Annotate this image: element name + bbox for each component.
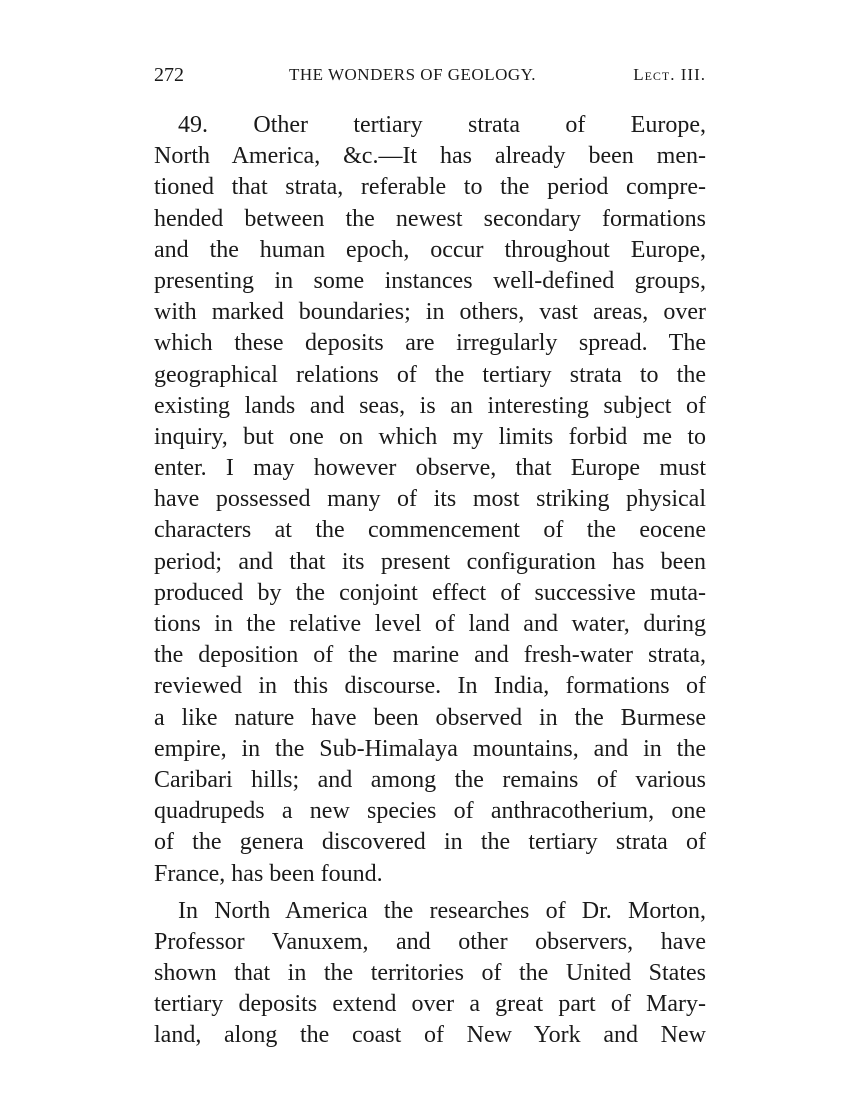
text-line: Caribari hills; and among the remains of various (154, 766, 706, 793)
text-line: tertiary deposits extend over a great part of Mary- (154, 991, 706, 1018)
text-line: have possessed many of its most striking physical (154, 486, 706, 513)
text-line: of the genera discovered in the tertiary strata of (154, 829, 706, 856)
text-line: quadrupeds a new species of anthracotherium, one (154, 798, 706, 825)
text-line: characters at the commencement of the eocene (154, 517, 706, 544)
paragraph-other-tertiary-strata (154, 110, 706, 890)
text-line: In North America the researches of Dr. Morton, (178, 897, 706, 924)
text-line: Professor Vanuxem, and other observers, have (154, 928, 706, 955)
text-line: hended between the newest secondary formations (154, 205, 706, 232)
text-line: reviewed in this discourse. In India, formations of (154, 673, 706, 700)
text-line: shown that in the territories of the United States (154, 960, 706, 987)
text-line: which these deposits are irregularly spread. The (154, 330, 706, 357)
text-line: period; and that its present configuration has been (154, 548, 706, 575)
text-line: land, along the coast of New York and New (154, 1022, 706, 1049)
text-line: a like nature have been observed in the Burmese (154, 704, 706, 731)
text-line: North America, &c.—It has already been men- (154, 143, 706, 170)
running-header (154, 62, 706, 88)
page-number: 272 (154, 64, 184, 86)
text-line: and the human epoch, occur throughout Europe, (154, 236, 706, 263)
text-line: enter. I may however observe, that Europe must (154, 455, 706, 482)
running-title: THE WONDERS OF GEOLOGY. (289, 65, 536, 84)
text-line: empire, in the Sub-Himalaya mountains, and in the (154, 735, 706, 762)
page-body (154, 110, 706, 1052)
text-line: produced by the conjoint effect of successive muta- (154, 579, 706, 606)
text-line: presenting in some instances well-defined groups, (154, 267, 706, 294)
paragraph-north-america (154, 896, 706, 1052)
text-line: France, has been found. (154, 860, 383, 887)
text-line: inquiry, but one on which my limits forbid me to (154, 423, 706, 450)
lecture-label: Lect. III. (633, 65, 706, 84)
text-line: with marked boundaries; in others, vast areas, over (154, 299, 706, 326)
text-line: geographical relations of the tertiary strata to the (154, 361, 706, 388)
text-line: 49. Other tertiary strata of Europe, (178, 112, 706, 138)
text-line: tioned that strata, referable to the period compre- (154, 174, 706, 201)
text-line: existing lands and seas, is an interesting subject of (154, 392, 706, 419)
text-line: the deposition of the marine and fresh-water strata, (154, 642, 706, 669)
text-line: tions in the relative level of land and water, during (154, 611, 706, 637)
